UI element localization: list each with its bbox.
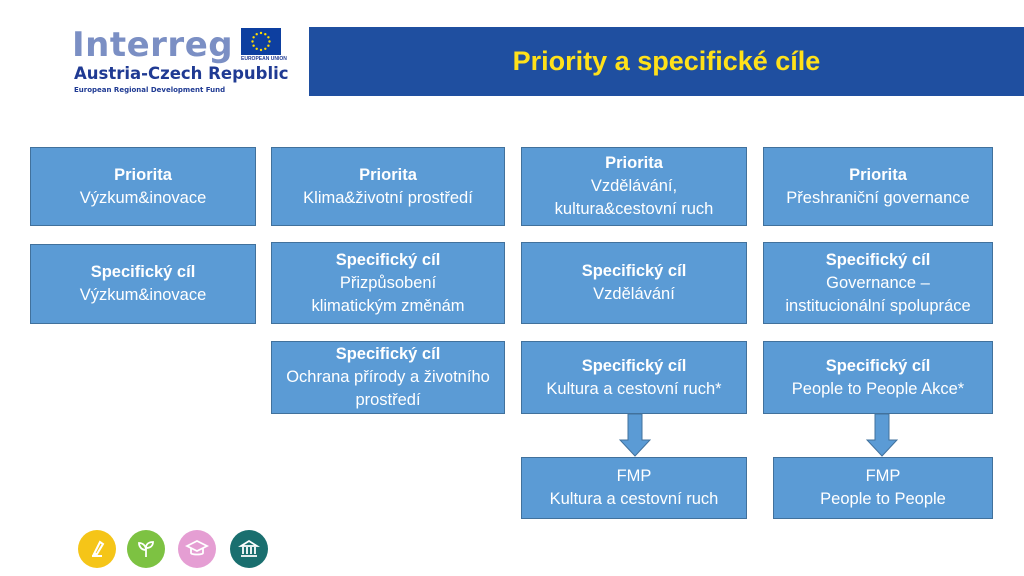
governance-icon [230,530,268,568]
down-arrow-icon [619,414,651,458]
objective-box-governance [763,242,993,324]
box-heading: Priorita [114,165,172,184]
objective-box-nature-protection [271,341,505,414]
education-icon [178,530,216,568]
eu-label: EUROPEAN UNION [241,56,287,62]
box-heading: Specifický cíl [335,345,441,363]
box-heading: Priorita [849,165,907,184]
title-bar [309,27,1024,96]
box-text: Vzdělávání, kultura&cestovní ruch [554,177,714,218]
box-heading: FMP [865,467,901,485]
box-text: Governance – institucionální spolupráce [785,273,971,315]
priority-box-governance [763,147,993,226]
box-text: Ochrana přírody a životního prostředí [286,368,490,409]
research-icon [78,530,116,568]
box-heading: Specifický cíl [581,356,687,375]
box-heading: Priorita [359,165,417,184]
page-title: Priority a specifické cíle [512,46,821,76]
box-heading: Specifický cíl [335,250,441,269]
box-heading: Specifický cíl [825,356,931,375]
box-heading: Specifický cíl [581,262,687,280]
objective-box-culture-tourism [521,341,747,414]
down-arrow-icon [866,414,898,458]
objective-box-education [521,242,747,324]
box-heading: FMP [616,467,652,485]
box-heading: Priorita [605,154,663,172]
interreg-logo [72,26,292,98]
logo-subtitle: Austria-Czech Republic [74,64,289,83]
box-text: Výzkum&inovace [79,286,207,304]
objective-box-people-to-people [763,341,993,414]
box-heading: Specifický cíl [825,250,931,269]
objective-box-research [30,244,256,324]
box-heading: Specifický cíl [90,263,196,281]
logo-fund: European Regional Development Fund [74,86,226,94]
box-text: Vzdělávání [593,285,675,303]
box-text: Kultura a cestovní ruch* [546,379,722,398]
priority-box-education [521,147,747,226]
box-text: Výzkum&inovace [79,188,207,207]
objective-box-climate-adaptation [271,242,505,324]
box-text: Kultura a cestovní ruch [549,490,719,508]
box-text: Klima&životní prostředí [303,188,473,207]
priority-box-research [30,147,256,226]
plant-icon [127,530,165,568]
box-text: People to People [820,490,946,508]
fmp-box-people-to-people [773,457,993,519]
fmp-box-culture-tourism [521,457,747,519]
eu-flag-icon [241,28,281,55]
box-text: Přeshraniční governance [786,188,970,207]
box-text: People to People Akce* [791,379,965,398]
priority-box-climate [271,147,505,226]
box-text: Přizpůsobení klimatickým změnám [311,273,465,315]
logo-wordmark: Interreg [72,25,234,65]
